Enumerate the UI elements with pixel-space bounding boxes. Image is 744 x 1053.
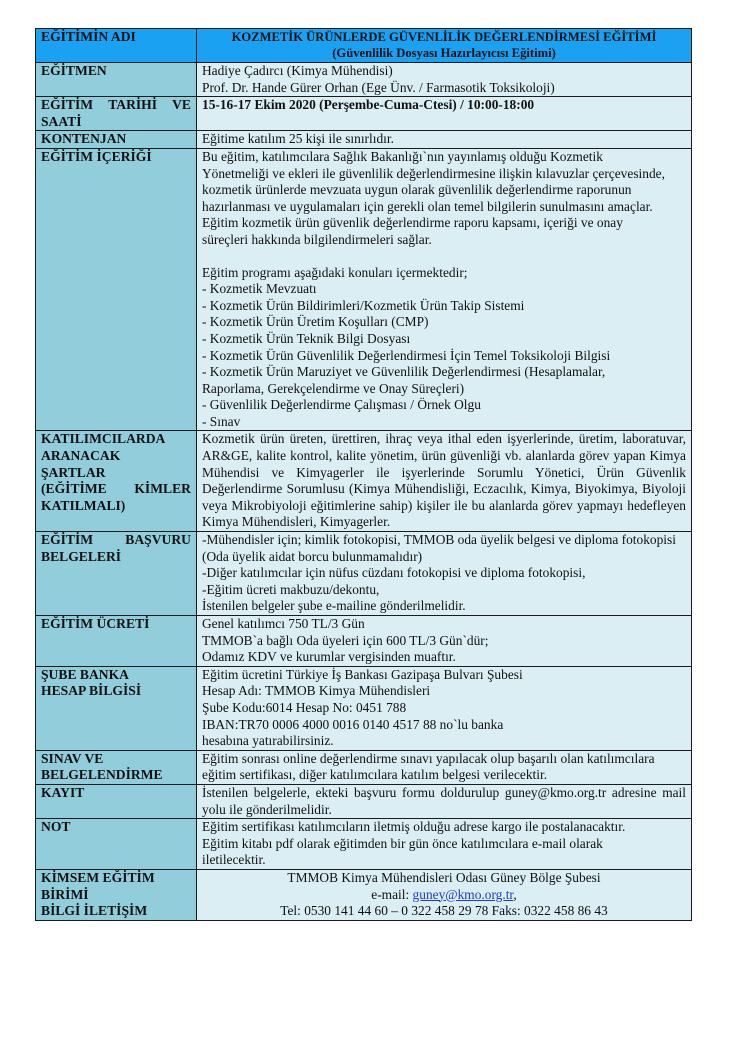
header-label: EĞİTİMİN ADI xyxy=(36,29,197,63)
topic-item: - Kozmetik Ürün Üretim Koşulları (CMP) xyxy=(202,314,429,330)
bank-line: Eğitim ücretini Türkiye İş Bankası Gazipaşa Bulvarı Şubesi xyxy=(202,666,523,682)
contact-label xyxy=(36,869,197,920)
requirements-value: Kozmetik ürün üreten, ürettiren, ihraç veya ithal eden işyerlerinde, üretim, laboratuvar, AR&GE, kalite kontrol, kalite yönetim, ürün güvenliği vb. alanlarda görev yapan Kimya Mühendisi ve Kimyagerler ile işyerlerinde Sorumlu Yönetici, Ürün Güvenlik Değerlendirme Sorumlusu (Kimya Mühendisliği, Eczacılık, Kimya, Biyokimya, Biyoloji veya Mikrobiyoloji eğitimlerine sahip) kişiler ile bu alanlarda görev yapmayı hedefleyen Kimya Mühendisleri, Kimyagerler. xyxy=(197,431,692,532)
table-row-trainer xyxy=(36,63,692,97)
requirements-label-line: KATILIMCILARDA xyxy=(41,431,166,447)
bank-line: Hesap Adı: TMMOB Kimya Mühendisleri xyxy=(202,683,431,699)
registration-label: KAYIT xyxy=(36,784,197,818)
contact-label-line: BİRİMİ xyxy=(41,886,89,902)
contact-phones: Tel: 0530 141 44 60 – 0 322 458 29 78 Faks: 0322 458 86 43 xyxy=(280,903,608,919)
contact-org: TMMOB Kimya Mühendisleri Odası Güney Bölge Şubesi xyxy=(287,869,601,885)
note-value xyxy=(197,819,692,870)
documents-line: -Eğitim ücreti makbuzu/dekontu, xyxy=(202,581,380,597)
requirements-label-line: (EĞİTİME KİMLER xyxy=(41,481,191,497)
fee-line: TMMOB`a bağlı Oda üyeleri için 600 TL/3 Gün`dür; xyxy=(202,632,489,648)
date-label-line: EĞİTİM TARİHİ VE xyxy=(41,97,191,113)
email-prefix: e-mail: xyxy=(371,886,413,902)
bank-label xyxy=(36,666,197,750)
training-info-table xyxy=(35,28,692,921)
topic-item: - Kozmetik Ürün Teknik Bilgi Dosyası xyxy=(202,330,411,346)
documents-line: -Diğer katılımcılar için nüfus cüzdanı fotokopisi ve diploma fotokopisi, xyxy=(202,565,586,581)
topic-item: - Kozmetik Mevzuatı xyxy=(202,281,317,297)
content-list-intro: Eğitim programı aşağıdaki konuları içermektedir; xyxy=(202,264,468,280)
topic-item: - Güvenlilik Değerlendirme Çalışması / Örnek Olgu xyxy=(202,397,481,413)
email-suffix: , xyxy=(513,886,517,902)
fee-label: EĞİTİM ÜCRETİ xyxy=(36,616,197,667)
exam-value: Eğitim sonrası online değerlendirme sınavı yapılacak olup başarılı olan katılımcılara eğitim sertifikası, diğer katılımcılara katılım belgesi verilecektir. xyxy=(197,750,692,784)
bank-line: Şube Kodu:6014 Hesap No: 0451 788 xyxy=(202,699,407,715)
documents-line: -Mühendisler için; kimlik fotokopisi, TMMOB oda üyelik belgesi ve diploma fotokopisi (Oda üyelik aidat borcu bulunmamalıdır) xyxy=(202,532,676,564)
content-para: Eğitim kozmetik ürün güvenlik değerlendirme raporu kapsamı, içeriği ve onay süreçleri hakkında bilgilendirmeleri sağlar. xyxy=(202,215,623,247)
fee-value xyxy=(197,616,692,667)
trainer-line: Hadiye Çadırcı (Kimya Mühendisi) xyxy=(202,63,393,78)
table-row-requirements xyxy=(36,431,692,532)
fee-line: Genel katılımcı 750 TL/3 Gün xyxy=(202,616,365,631)
note-line: Eğitim kitabı pdf olarak eğitimden bir gün önce katılımcılara e-mail olarak iletilecektir. xyxy=(202,835,603,868)
note-line: Eğitim sertifikası katılımcıların iletmiş olduğu adrese kargo ile postalanacaktır. xyxy=(202,819,626,835)
contact-value xyxy=(197,869,692,920)
documents-label-line: EĞİTİM BAŞVURU xyxy=(41,532,191,548)
trainer-value xyxy=(197,63,692,97)
contact-label-line: KİMSEM EĞİTİM xyxy=(41,869,155,885)
header-row xyxy=(36,29,692,63)
topic-item: - Sınav xyxy=(202,413,241,429)
requirements-label-line: ŞARTLAR xyxy=(41,464,106,480)
bank-label-line: HESAP BİLGİSİ xyxy=(41,683,142,699)
registration-value: İstenilen belgelerle, ekteki başvuru formu doldurulup guney@kmo.org.tr adresine mail yolu ile gönderilmelidir. xyxy=(197,784,692,818)
topic-item: - Kozmetik Ürün Güvenlilik Değerlendirmesi İçin Temel Toksikoloji Bilgisi xyxy=(202,347,611,363)
topic-item: - Kozmetik Ürün Maruziyet ve Güvenlilik Değerlendirmesi (Hesaplamalar, Raporlama, Gerekçelendirme ve Onay Süreçleri) xyxy=(202,364,606,396)
exam-label xyxy=(36,750,197,784)
table-row-exam xyxy=(36,750,692,784)
requirements-label xyxy=(36,431,197,532)
exam-label-line: SINAV VE xyxy=(41,750,104,766)
table-row-date xyxy=(36,97,692,131)
table-row-contact xyxy=(36,869,692,920)
header-title-cell xyxy=(197,29,692,63)
content-value xyxy=(197,148,692,431)
date-label-line: SAATİ xyxy=(41,113,82,129)
fee-line: Odamız KDV ve kurumlar vergisinden muaftır. xyxy=(202,649,456,665)
bank-line: IBAN:TR70 0006 4000 0016 0140 4517 88 no`lu banka hesabına yatırabilirsiniz. xyxy=(202,716,504,749)
documents-label xyxy=(36,532,197,616)
date-label xyxy=(36,97,197,131)
trainer-line: Prof. Dr. Hande Gürer Orhan (Ege Ünv. / Farmasotik Toksikoloji) xyxy=(202,79,555,95)
table-row-content xyxy=(36,148,692,431)
bank-label-line: ŞUBE BANKA xyxy=(41,666,130,682)
capacity-label: KONTENJAN xyxy=(36,131,197,149)
topic-item: - Kozmetik Ürün Bildirimleri/Kozmetik Ürün Takip Sistemi xyxy=(202,297,525,313)
requirements-label-line: ARANACAK xyxy=(41,448,121,464)
exam-label-line: BELGELENDİRME xyxy=(41,767,163,783)
email-link[interactable]: guney@kmo.org.tr xyxy=(412,886,514,902)
bank-value xyxy=(197,666,692,750)
training-subtitle: (Güvenlilik Dosyası Hazırlayıcısı Eğitimi) xyxy=(332,46,556,60)
content-label: EĞİTİM İÇERİĞİ xyxy=(36,148,197,431)
content-para: Bu eğitim, katılımcılara Sağlık Bakanlığı`nın yayınlamış olduğu Kozmetik Yönetmeliği ve ekleri ile güvenlilik değerlendirmesine ilişkin kılavuzlar çerçevesinde, kozmetik ürünlerde mevzuata uygun olarak güvenlilik değerlendirme raporunun hazırlanması ve uygulamaları için gerekli olan temel bilgilerin sunulmasını amaçlar. xyxy=(202,148,665,214)
table-row-note xyxy=(36,819,692,870)
requirements-label-line: KATILMALI) xyxy=(41,497,126,513)
documents-value xyxy=(197,532,692,616)
trainer-label: EĞİTMEN xyxy=(36,63,197,97)
table-row-capacity xyxy=(36,131,692,149)
capacity-value: Eğitime katılım 25 kişi ile sınırlıdır. xyxy=(197,131,692,149)
contact-label-line: BİLGİ İLETİŞİM xyxy=(41,903,148,919)
table-row-documents xyxy=(36,532,692,616)
documents-label-line: BELGELERİ xyxy=(41,548,122,564)
training-title: KOZMETİK ÜRÜNLERDE GÜVENLİLİK DEĞERLENDİRMESİ EĞİTİMİ xyxy=(231,30,657,44)
table-row-registration xyxy=(36,784,692,818)
contact-email-line xyxy=(202,887,686,904)
note-label: NOT xyxy=(36,819,197,870)
documents-line: İstenilen belgeler şube e-mailine gönderilmelidir. xyxy=(202,598,466,614)
table-row-bank xyxy=(36,666,692,750)
date-value: 15-16-17 Ekim 2020 (Perşembe-Cuma-Ctesi) / 10:00-18:00 xyxy=(197,97,692,131)
table-row-fee xyxy=(36,616,692,667)
